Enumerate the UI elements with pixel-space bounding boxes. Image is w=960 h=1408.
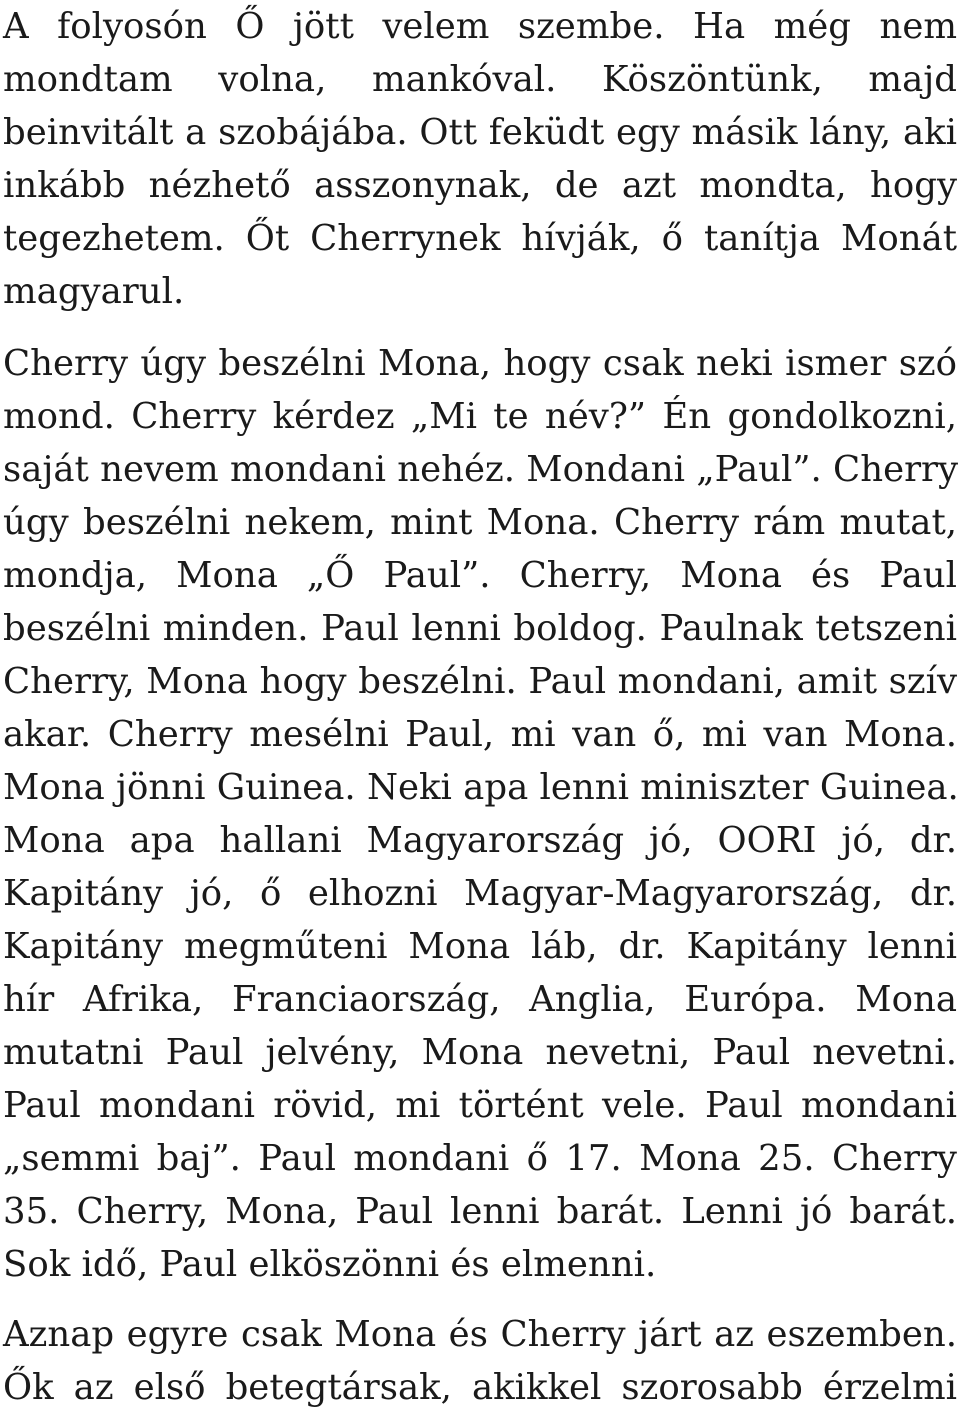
text-line: saját nevem mondani nehéz. Mondani „Paul”. Cherry [3,449,959,490]
text-line: Sok idő, Paul elköszönni és elmenni. [3,1244,657,1285]
text-line: Ők az első betegtársak, akikkel szorosabb érzelmi [3,1367,957,1408]
text-line: Kapitány jó, ő elhozni Magyar-Magyarország, dr. [3,873,957,914]
text-line: akar. Cherry mesélni Paul, mi van ő, mi van Mona. [3,714,957,755]
text-line: Mona apa hallani Magyarország jó, OORI jó, dr. [3,820,957,861]
text-line: mond. Cherry kérdez „Mi te név?” Én gondolkozni, [3,396,957,437]
paragraph-1 [3,0,957,318]
text-line: hír Afrika, Franciaország, Anglia, Európa. Mona [3,979,957,1020]
text-line: Mona jönni Guinea. Neki apa lenni miniszter Guinea. [3,767,959,808]
paragraph-2 [3,337,957,1291]
text-line: inkább nézhető asszonynak, de azt mondta, hogy [3,165,957,206]
text-line: „semmi baj”. Paul mondani ő 17. Mona 25. Cherry [3,1138,957,1179]
text-line: Kapitány megműteni Mona láb, dr. Kapitány lenni [3,926,957,967]
text-line: beinvitált a szobájába. Ott feküdt egy másik lány, aki [3,112,957,153]
paragraph-3 [3,1308,957,1408]
text-line: mutatni Paul jelvény, Mona nevetni, Paul nevetni. [3,1032,957,1073]
text-line: beszélni minden. Paul lenni boldog. Paulnak tetszeni [3,608,957,649]
text-line: Paul mondani rövid, mi történt vele. Paul mondani [3,1085,957,1126]
text-line: úgy beszélni nekem, mint Mona. Cherry rám mutat, [3,502,957,543]
text-line: mondtam volna, mankóval. Köszöntünk, majd [3,59,957,100]
text-line: Cherry, Mona hogy beszélni. Paul mondani, amit szív [3,661,957,702]
text-line: 35. Cherry, Mona, Paul lenni barát. Lenni jó barát. [3,1191,957,1232]
text-line: tegezhetem. Őt Cherrynek hívják, ő tanítja Monát [3,218,957,259]
text-line: Aznap egyre csak Mona és Cherry járt az eszemben. [3,1314,957,1355]
text-line: A folyosón Ő jött velem szembe. Ha még nem [3,6,957,47]
text-line: mondja, Mona „Ő Paul”. Cherry, Mona és Paul [3,555,957,596]
text-line: magyarul. [3,271,185,312]
text-line: Cherry úgy beszélni Mona, hogy csak neki ismer szó [3,343,957,384]
